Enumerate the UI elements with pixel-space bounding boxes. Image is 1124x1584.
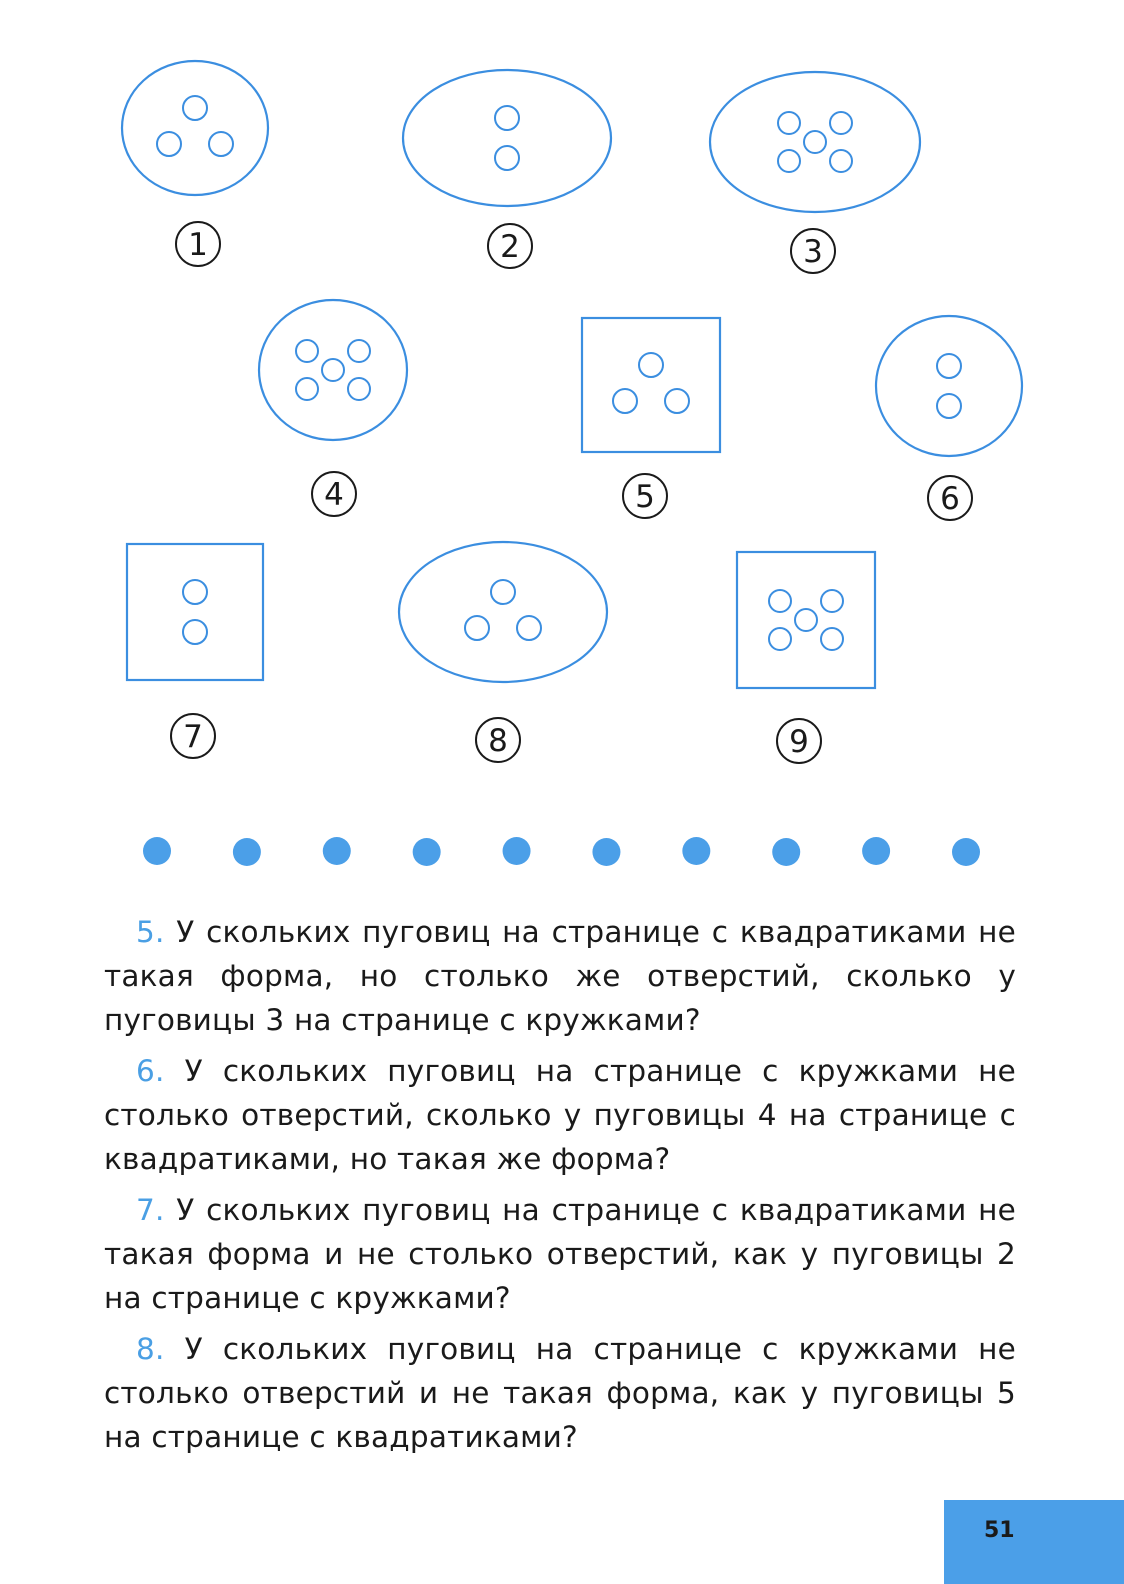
button-hole [795, 609, 817, 631]
button-outline-oval [403, 70, 611, 206]
divider-dot [772, 838, 800, 866]
page-number: 51 [984, 1518, 1015, 1543]
task-text: У скольких пуговиц на странице с квадратиками не такая форма, но столько же отверстий, сколько у пуговицы 3 на странице с кружками? [104, 915, 1016, 1037]
button-2 [403, 70, 611, 268]
button-hole [778, 112, 800, 134]
button-hole [296, 340, 318, 362]
button-hole [465, 616, 489, 640]
divider-dot [503, 837, 531, 865]
button-hole [183, 96, 207, 120]
button-hole [517, 616, 541, 640]
task-6 [104, 1049, 1016, 1181]
button-5 [582, 318, 720, 518]
button-3 [710, 72, 920, 273]
button-1 [122, 61, 268, 266]
button-number-label: 8 [488, 723, 508, 759]
task-text: У скольких пуговиц на странице с кружками не столько отверстий, сколько у пуговицы 4 на странице с квадратиками, но такая же форма? [104, 1054, 1016, 1176]
button-8 [399, 542, 607, 762]
task-number: 8. [136, 1332, 165, 1366]
button-hole [769, 590, 791, 612]
task-text: У скольких пуговиц на странице с квадратиками не такая форма и не столько отверстий, как у пуговицы 2 на странице с кружками? [104, 1193, 1016, 1315]
button-outline-oval [399, 542, 607, 682]
button-number-label: 7 [183, 719, 203, 755]
button-number-label: 2 [500, 229, 520, 265]
divider-dot [952, 838, 980, 866]
button-hole [778, 150, 800, 172]
button-hole [639, 353, 663, 377]
divider-dot [682, 837, 710, 865]
button-outline-oval [710, 72, 920, 212]
divider-dot [862, 837, 890, 865]
divider-dot [413, 838, 441, 866]
button-outline-circle [259, 300, 407, 440]
button-number-label: 6 [940, 481, 960, 517]
button-hole [613, 389, 637, 413]
button-hole [821, 628, 843, 650]
button-hole [804, 131, 826, 153]
task-number: 6. [136, 1054, 165, 1088]
button-outline-square [737, 552, 875, 688]
task-text: У скольких пуговиц на странице с кружками не столько отверстий и не такая форма, как у пуговицы 5 на странице с квадратиками? [104, 1332, 1016, 1454]
button-hole [296, 378, 318, 400]
task-number: 5. [136, 915, 165, 949]
button-hole [769, 628, 791, 650]
divider-dot [143, 837, 171, 865]
task-5 [104, 910, 1016, 1042]
button-7 [127, 544, 263, 758]
divider-dot [233, 838, 261, 866]
page-number-tab [944, 1500, 1124, 1584]
button-hole [937, 354, 961, 378]
button-hole [348, 340, 370, 362]
divider-dot [323, 837, 351, 865]
button-number-label: 3 [803, 234, 823, 270]
button-hole [183, 580, 207, 604]
button-4 [259, 300, 407, 516]
task-list [104, 910, 1016, 1466]
button-number-label: 9 [789, 724, 809, 760]
button-6 [876, 316, 1022, 520]
button-outline-square [127, 544, 263, 680]
button-outline-circle [122, 61, 268, 195]
button-hole [937, 394, 961, 418]
dotted-divider [143, 837, 980, 866]
button-number-label: 5 [635, 479, 655, 515]
button-outline-circle [876, 316, 1022, 456]
button-hole [821, 590, 843, 612]
button-9 [737, 552, 875, 763]
button-number-label: 1 [188, 227, 208, 263]
button-hole [491, 580, 515, 604]
button-hole [830, 112, 852, 134]
task-8 [104, 1327, 1016, 1459]
button-hole [495, 106, 519, 130]
button-hole [157, 132, 181, 156]
button-hole [322, 359, 344, 381]
button-hole [495, 146, 519, 170]
button-hole [830, 150, 852, 172]
button-hole [665, 389, 689, 413]
task-number: 7. [136, 1193, 165, 1227]
button-hole [348, 378, 370, 400]
button-hole [183, 620, 207, 644]
button-hole [209, 132, 233, 156]
button-number-label: 4 [324, 477, 344, 513]
divider-dot [592, 838, 620, 866]
task-7 [104, 1188, 1016, 1320]
button-outline-square [582, 318, 720, 452]
